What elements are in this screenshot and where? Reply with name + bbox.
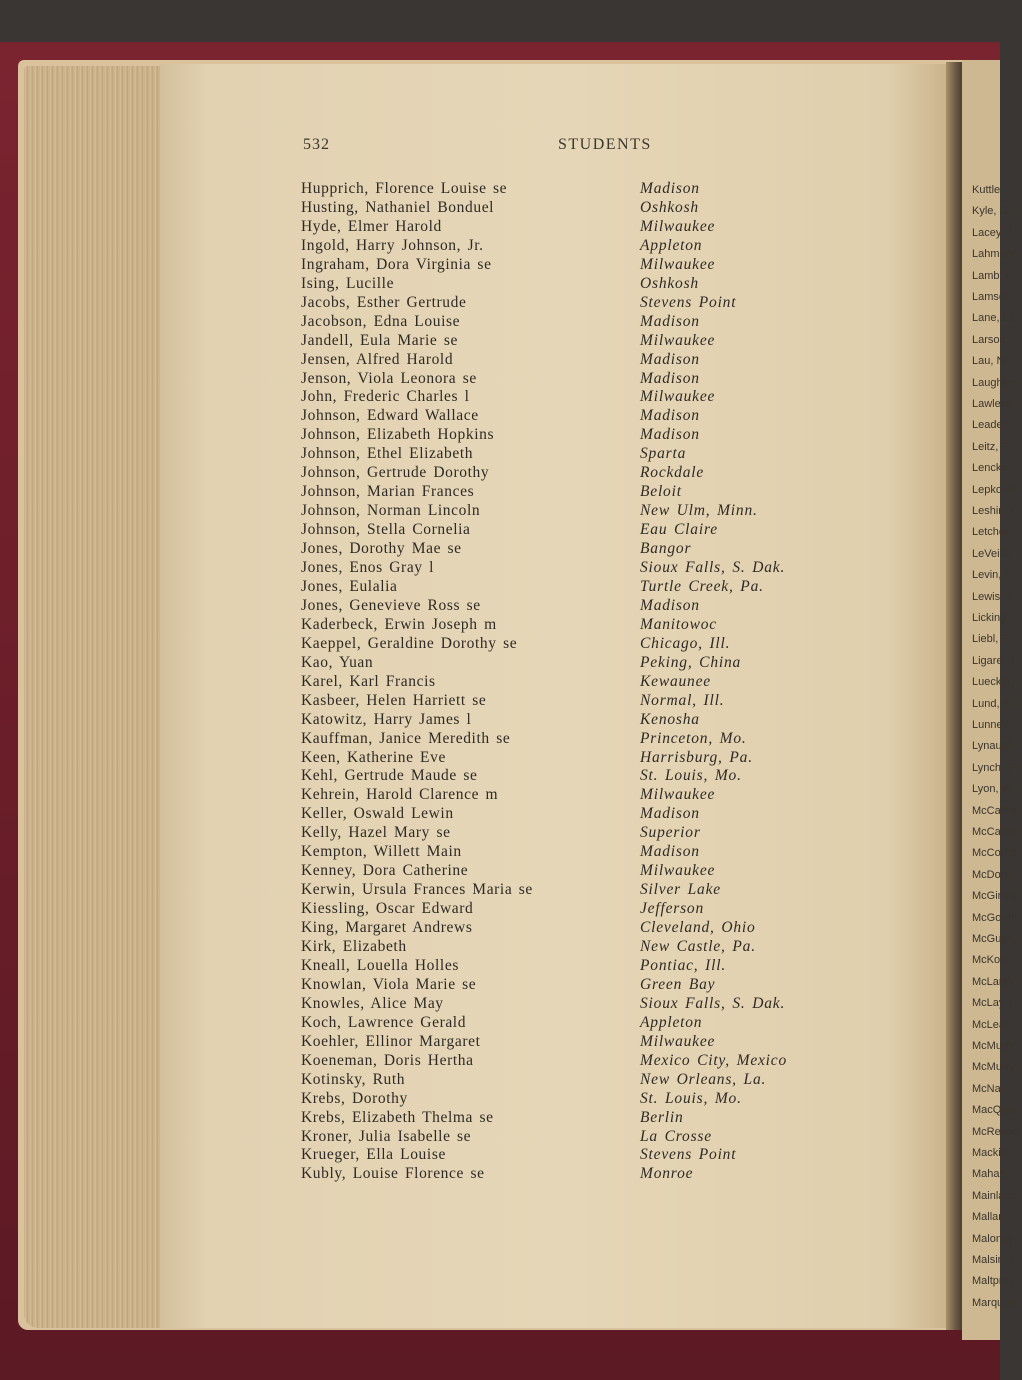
- student-entry: [0, 294, 1000, 313]
- student-entry: [0, 616, 1000, 635]
- student-entry: [0, 1014, 1000, 1033]
- facing-page-text: McCandle: [972, 826, 1022, 838]
- student-hometown: Pontiac, Ill.: [640, 956, 727, 974]
- student-entry: [0, 976, 1000, 995]
- student-name: Jacobs, Esther Gertrude: [301, 293, 467, 311]
- student-hometown: St. Louis, Mo.: [640, 767, 742, 785]
- student-name: Kenney, Dora Catherine: [301, 862, 469, 880]
- student-entry: [0, 1090, 1000, 1109]
- facing-page-text: MacQuar: [972, 1104, 1018, 1117]
- facing-page-text: Leshin, I: [972, 505, 1014, 517]
- student-hometown: Sioux Falls, S. Dak.: [640, 994, 786, 1012]
- student-hometown: Jefferson: [640, 900, 705, 918]
- student-name: Kaeppel, Geraldine Dorothy se: [301, 634, 518, 652]
- student-name: Jones, Dorothy Mae se: [301, 540, 462, 558]
- student-entry: [0, 218, 1000, 237]
- student-entry: [0, 426, 1000, 445]
- student-entry: [0, 1052, 1000, 1071]
- student-entry: [0, 843, 1000, 862]
- facing-page-text: Lunney,: [972, 719, 1011, 731]
- student-hometown: Stevens Point: [640, 293, 737, 311]
- student-hometown: Chicago, Ill.: [640, 634, 731, 652]
- student-hometown: Appleton: [640, 1013, 703, 1031]
- student-name: Kehl, Gertrude Maude se: [301, 767, 478, 785]
- student-entry: [0, 749, 1000, 768]
- student-entry: [0, 199, 1000, 218]
- facing-page-text: Lewis, I: [972, 590, 1010, 603]
- student-hometown: St. Louis, Mo.: [640, 1089, 742, 1107]
- facing-page-text: McDonal: [972, 868, 1016, 881]
- facing-page-text: McMurry: [972, 1061, 1015, 1074]
- student-hometown: New Orleans, La.: [640, 1070, 767, 1088]
- student-name: Johnson, Norman Lincoln: [301, 502, 481, 520]
- student-name: Kubly, Louise Florence se: [301, 1165, 485, 1183]
- student-hometown: Oshkosh: [640, 198, 699, 216]
- student-name: Kaderbeck, Erwin Joseph m: [301, 615, 497, 633]
- facing-page-text: Maltpres: [972, 1275, 1015, 1288]
- student-entry: [0, 1146, 1000, 1165]
- student-hometown: Milwaukee: [640, 331, 716, 349]
- facing-page-text: McLandr: [972, 975, 1015, 988]
- facing-page-text: McNair,: [972, 1082, 1010, 1095]
- student-name: Keller, Oswald Lewin: [301, 805, 454, 823]
- student-name: Ising, Lucille: [301, 274, 395, 292]
- student-name: Knowlan, Viola Marie se: [301, 975, 477, 993]
- student-entry: [0, 351, 1000, 370]
- student-hometown: Madison: [640, 369, 700, 387]
- facing-page-text: Letcher,: [972, 526, 1012, 539]
- facing-page-text: Lencke,: [972, 462, 1011, 475]
- student-hometown: Superior: [640, 824, 701, 842]
- student-entry: [0, 938, 1000, 957]
- student-entry: [0, 559, 1000, 578]
- student-hometown: Princeton, Mo.: [640, 729, 747, 747]
- student-hometown: Madison: [640, 843, 700, 861]
- student-entry: [0, 540, 1000, 559]
- student-entry: [0, 711, 1000, 730]
- student-name: Katowitz, Harry James l: [301, 710, 472, 728]
- student-name: Kehrein, Harold Clarence m: [301, 786, 499, 804]
- student-name: Hyde, Elmer Harold: [301, 217, 442, 235]
- student-hometown: Madison: [640, 180, 700, 197]
- facing-page-text: Leader,: [972, 419, 1009, 432]
- student-entry: [0, 237, 1000, 256]
- student-name: Kerwin, Ursula Frances Maria se: [301, 881, 533, 899]
- student-entry: [0, 824, 1000, 843]
- student-hometown: Rockdale: [640, 464, 705, 482]
- student-entry: [0, 919, 1000, 938]
- student-hometown: Madison: [640, 407, 700, 425]
- student-hometown: Madison: [640, 426, 700, 444]
- student-entry: [0, 995, 1000, 1014]
- student-hometown: Milwaukee: [640, 217, 716, 235]
- student-name: Kelly, Hazel Mary se: [301, 824, 451, 842]
- student-name: Kroner, Julia Isabelle se: [301, 1127, 472, 1145]
- student-entry: [0, 805, 1000, 824]
- student-entry: [0, 1165, 1000, 1184]
- facing-page-text: Lepkovsk: [972, 483, 1019, 496]
- facing-page-text: Mackin,: [972, 1147, 1010, 1159]
- student-hometown: Milwaukee: [640, 786, 716, 804]
- facing-page-text: Lawless,: [972, 398, 1015, 410]
- student-entry: [0, 370, 1000, 389]
- facing-page-text: Liebl, Fl: [972, 633, 1011, 646]
- student-entry: [0, 692, 1000, 711]
- facing-page-text: Marquart: [972, 1296, 1017, 1309]
- student-entry: [0, 502, 1000, 521]
- facing-page-text: McGuire,: [972, 933, 1017, 945]
- student-name: Keen, Katherine Eve: [301, 748, 446, 766]
- student-name: Johnson, Ethel Elizabeth: [301, 445, 474, 463]
- student-entry: [0, 673, 1000, 692]
- student-name: Ingold, Harry Johnson, Jr.: [301, 236, 484, 254]
- student-entry: [0, 1071, 1000, 1090]
- facing-page-text: Lacey, J: [972, 226, 1013, 239]
- facing-page-text: Mahan, I: [972, 1168, 1015, 1181]
- student-name: Hupprich, Florence Louise se: [301, 180, 508, 197]
- facing-page-text: McCormi: [972, 847, 1016, 860]
- student-entry: [0, 1109, 1000, 1128]
- student-hometown: Madison: [640, 805, 700, 823]
- facing-page-text: McGinley: [972, 890, 1018, 903]
- student-entry: [0, 786, 1000, 805]
- student-hometown: Appleton: [640, 236, 703, 254]
- facing-page-text: McLean,: [972, 1018, 1015, 1031]
- facing-page-text: Kuttler,: [972, 184, 1007, 196]
- facing-page-text: Lau, Nor: [972, 355, 1015, 368]
- facing-page-text: Malsin, F: [972, 1254, 1017, 1266]
- student-hometown: Beloit: [640, 483, 682, 501]
- student-name: Jenson, Viola Leonora se: [301, 369, 477, 387]
- student-entry: [0, 900, 1000, 919]
- student-name: Jacobson, Edna Louise: [301, 312, 461, 330]
- student-name: Kauffman, Janice Meredith se: [301, 729, 511, 747]
- student-hometown: Milwaukee: [640, 388, 716, 406]
- student-entry: [0, 597, 1000, 616]
- facing-page-text: Lane, La: [972, 312, 1015, 325]
- facing-page-text: Maloney,: [972, 1232, 1016, 1245]
- page-number: 532: [303, 136, 330, 153]
- facing-page-text: Lahmann: [972, 248, 1018, 261]
- student-hometown: Madison: [640, 596, 700, 614]
- student-name: Krebs, Dorothy: [301, 1089, 408, 1107]
- student-name: Johnson, Elizabeth Hopkins: [301, 426, 495, 444]
- student-name: Karel, Karl Francis: [301, 672, 436, 690]
- student-hometown: Manitowoc: [640, 615, 717, 633]
- facing-page-text: McReyno: [972, 1125, 1019, 1138]
- student-name: Jones, Genevieve Ross se: [301, 596, 481, 614]
- facing-page-text: Licking,: [972, 612, 1010, 624]
- student-name: John, Frederic Charles l: [301, 388, 470, 406]
- student-name: Husting, Nathaniel Bonduel: [301, 198, 495, 216]
- student-entry: [0, 180, 1000, 199]
- facing-page-text: Ligare, J: [972, 654, 1015, 667]
- facing-page-text: McLay, I: [972, 997, 1013, 1010]
- student-name: Krueger, Ella Louise: [301, 1146, 446, 1164]
- student-hometown: Turtle Creek, Pa.: [640, 577, 764, 595]
- student-name: Kao, Yuan: [301, 653, 374, 671]
- student-hometown: New Castle, Pa.: [640, 938, 756, 955]
- student-entry: [0, 332, 1000, 351]
- student-hometown: Oshkosh: [640, 274, 699, 292]
- student-name: Kneall, Louella Holles: [301, 956, 459, 974]
- student-hometown: Kewaunee: [640, 672, 711, 690]
- student-hometown: Milwaukee: [640, 1032, 716, 1050]
- student-name: Jones, Enos Gray l: [301, 559, 435, 576]
- student-hometown: Berlin: [640, 1108, 684, 1126]
- student-hometown: New Ulm, Minn.: [640, 502, 758, 520]
- student-name: King, Margaret Andrews: [301, 919, 473, 937]
- student-name: Kotinsky, Ruth: [301, 1070, 406, 1088]
- student-entry: [0, 1033, 1000, 1052]
- student-hometown: Eau Claire: [640, 521, 718, 539]
- student-hometown: Milwaukee: [640, 255, 716, 273]
- student-name: Kiessling, Oscar Edward: [301, 900, 474, 918]
- student-hometown: Monroe: [640, 1165, 694, 1183]
- student-hometown: Sioux Falls, S. Dak.: [640, 559, 786, 576]
- student-entry: [0, 483, 1000, 502]
- facing-page-text: Lamson,: [972, 291, 1015, 303]
- student-hometown: Silver Lake: [640, 881, 721, 899]
- student-name: Johnson, Stella Cornelia: [301, 521, 471, 539]
- student-entry: [0, 388, 1000, 407]
- student-hometown: Kenosha: [640, 710, 700, 728]
- facing-page-text: Lyon, W: [972, 783, 1012, 796]
- student-hometown: Madison: [640, 350, 700, 368]
- student-name: Kasbeer, Helen Harriett se: [301, 691, 487, 709]
- facing-page-text: McMurry: [972, 1040, 1015, 1052]
- running-head: STUDENTS: [558, 136, 652, 153]
- student-entry: [0, 407, 1000, 426]
- facing-page-text: Laughlin: [972, 376, 1014, 389]
- student-hometown: Bangor: [640, 540, 692, 558]
- student-entry: [0, 767, 1000, 786]
- facing-page-text: Mainland: [972, 1189, 1017, 1202]
- student-entry: [0, 957, 1000, 976]
- student-hometown: Sparta: [640, 445, 687, 463]
- student-name: Kirk, Elizabeth: [301, 938, 407, 955]
- student-hometown: Normal, Ill.: [640, 691, 725, 709]
- student-entry: [0, 464, 1000, 483]
- facing-page-text: LeVeille,: [972, 547, 1014, 560]
- student-entry: [0, 730, 1000, 749]
- facing-page-text: McCaffre: [972, 804, 1017, 817]
- student-name: Knowles, Alice May: [301, 994, 444, 1012]
- student-hometown: Madison: [640, 312, 700, 330]
- facing-page-text: Larson,: [972, 333, 1009, 346]
- facing-page-text: Lynch, F: [972, 761, 1014, 774]
- student-name: Koch, Lawrence Gerald: [301, 1013, 467, 1031]
- student-entry: [0, 445, 1000, 464]
- student-entry: [0, 578, 1000, 597]
- student-name: Jensen, Alfred Harold: [301, 350, 454, 368]
- student-hometown: Harrisburg, Pa.: [640, 748, 753, 766]
- student-name: Koeneman, Doris Hertha: [301, 1051, 474, 1069]
- student-name: Jones, Eulalia: [301, 577, 398, 595]
- student-hometown: Green Bay: [640, 975, 716, 993]
- facing-page-text: Kyle, Cl: [972, 205, 1010, 218]
- student-entry: [0, 313, 1000, 332]
- student-hometown: La Crosse: [640, 1127, 712, 1145]
- student-entry: [0, 881, 1000, 900]
- student-hometown: Stevens Point: [640, 1146, 737, 1164]
- facing-page-text: Lund, Al: [972, 697, 1012, 710]
- student-name: Jandell, Eula Marie se: [301, 331, 458, 349]
- student-name: Johnson, Gertrude Dorothy: [301, 464, 490, 482]
- facing-page-text: Mallari,: [972, 1211, 1008, 1224]
- facing-page-text: McKone,: [972, 954, 1016, 967]
- student-entry: [0, 275, 1000, 294]
- student-entry: [0, 521, 1000, 540]
- student-name: Johnson, Marian Frances: [301, 483, 475, 501]
- facing-page-text: Lynaugh: [972, 740, 1014, 753]
- student-name: Ingraham, Dora Virginia se: [301, 255, 492, 273]
- student-entry: [0, 1128, 1000, 1147]
- student-name: Johnson, Edward Wallace: [301, 407, 479, 425]
- facing-page-text: Lamb, L: [972, 269, 1012, 282]
- facing-page-text: Levin, H: [972, 569, 1013, 582]
- student-hometown: Milwaukee: [640, 862, 716, 880]
- facing-page-text: Leitz, Fr: [972, 440, 1012, 453]
- student-name: Kempton, Willett Main: [301, 843, 462, 861]
- student-hometown: Cleveland, Ohio: [640, 919, 756, 937]
- student-entry: [0, 862, 1000, 881]
- student-hometown: Peking, China: [640, 653, 742, 671]
- student-entry: [0, 256, 1000, 275]
- student-name: Koehler, Ellinor Margaret: [301, 1032, 481, 1050]
- student-entry: [0, 635, 1000, 654]
- student-hometown: Mexico City, Mexico: [640, 1051, 788, 1069]
- student-entry: [0, 654, 1000, 673]
- facing-page-text: Luecker,: [972, 676, 1014, 689]
- facing-page-text: McGormi: [972, 911, 1017, 924]
- student-name: Krebs, Elizabeth Thelma se: [301, 1108, 494, 1126]
